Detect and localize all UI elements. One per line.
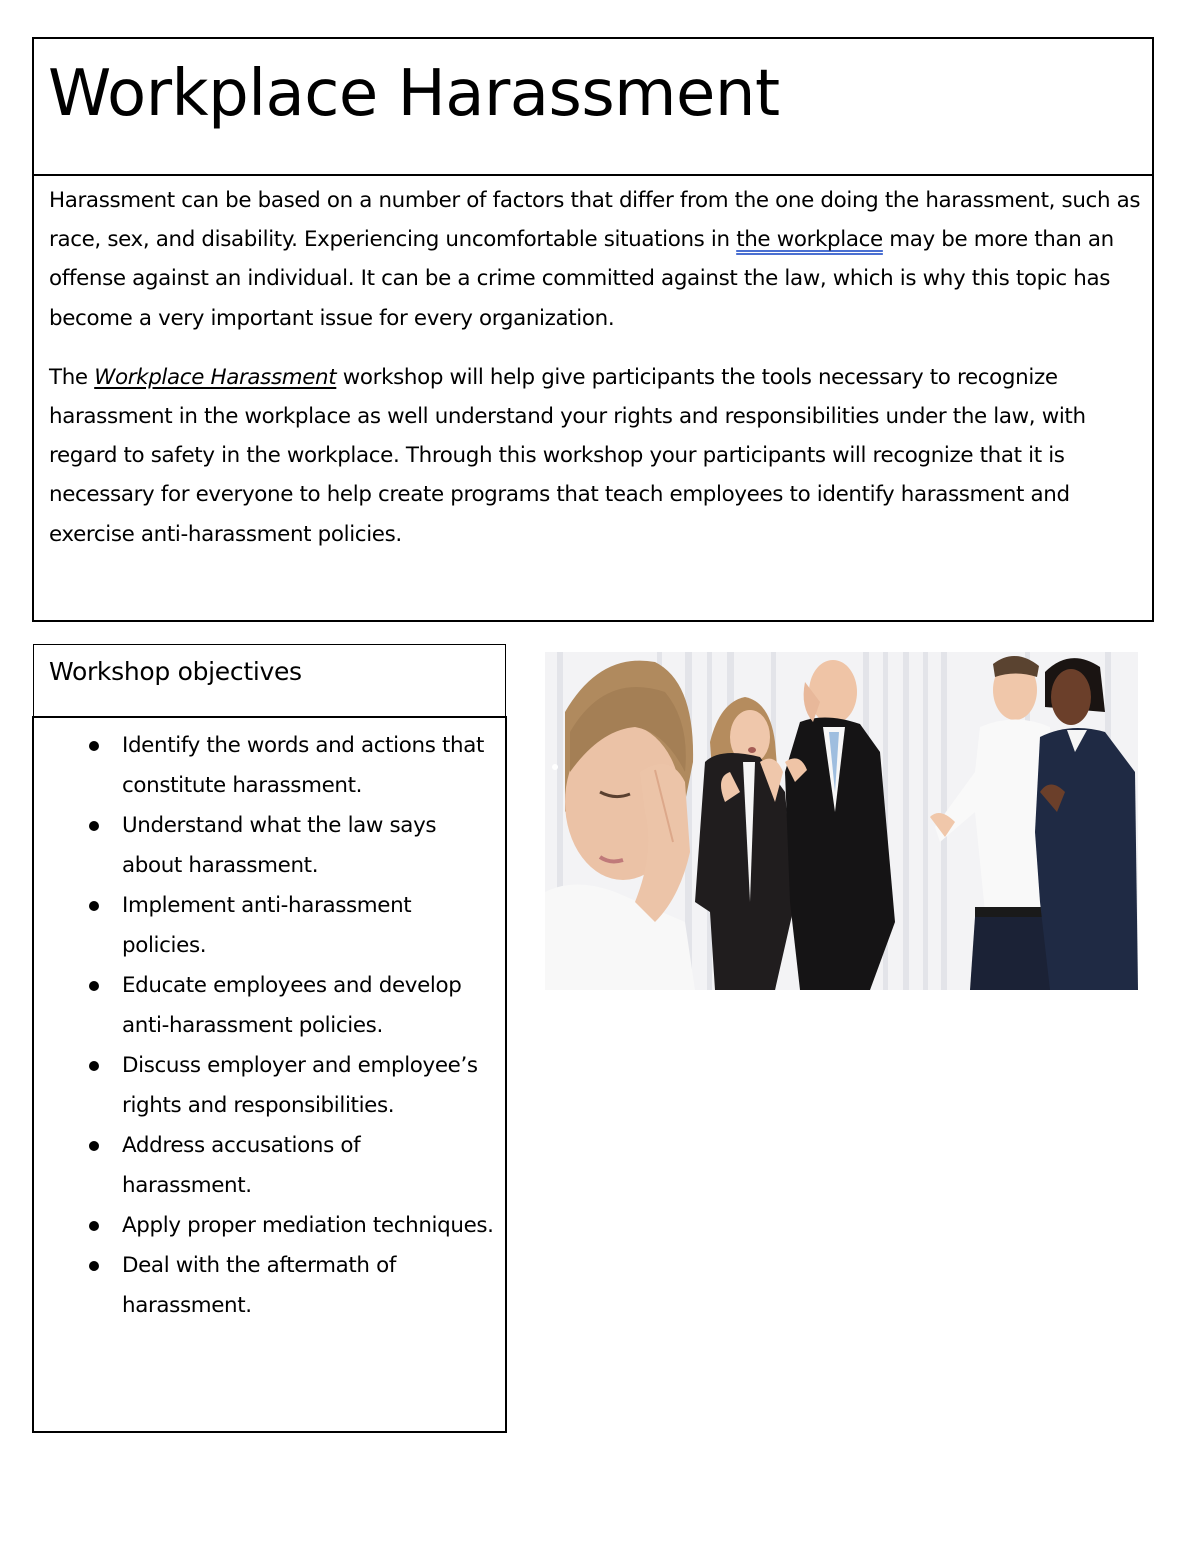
page-title: Workplace Harassment (48, 57, 780, 131)
photo-illustration (545, 652, 1138, 990)
objective-text: Apply proper mediation techniques. (122, 1213, 494, 1238)
objective-item (34, 886, 505, 966)
bullet-icon (89, 1261, 99, 1271)
objective-text: Address accusations of harassment. (122, 1133, 361, 1198)
objective-text: Implement anti-harassment policies. (122, 893, 412, 958)
objective-item (34, 1046, 505, 1126)
intro-text: may be more than an offense against an individual. It can be a crime committed against the law, which is why this topic has become a very important issue for every organization. (49, 227, 1114, 331)
intro-text: Harassment can be based on a number of factors that differ from the one doing the harassment, such as race, sex, and disability. Experiencing uncomfortable situations in (49, 188, 1141, 253)
intro-box (32, 174, 1154, 622)
bullet-icon (89, 741, 99, 751)
bullet-icon (89, 981, 99, 991)
intro-text: The (49, 364, 95, 390)
objectives-heading: Workshop objectives (49, 657, 302, 686)
workplace-link[interactable]: the workplace (736, 227, 883, 253)
bullet-icon (89, 1221, 99, 1231)
intro-paragraph-2 (49, 358, 1145, 554)
objectives-list (34, 726, 505, 1326)
objective-text: Educate employees and develop anti-harassment policies. (122, 973, 462, 1038)
objective-item (34, 1246, 505, 1326)
objective-item (34, 966, 505, 1046)
workshop-title-emphasis: Workplace Harassment (94, 364, 337, 390)
objectives-header-box (33, 644, 506, 718)
bullet-icon (89, 1141, 99, 1151)
bullet-icon (89, 821, 99, 831)
objective-item (34, 1126, 505, 1206)
objective-item (34, 1206, 505, 1246)
bullet-icon (89, 901, 99, 911)
bullet-icon (89, 1061, 99, 1071)
harassment-photo (545, 652, 1138, 990)
intro-paragraph-1 (49, 181, 1145, 338)
intro-text: workshop will help give participants the tools necessary to recognize harassment in the workplace as well understand your rights and responsibilities under the law, with regard to safety in the workplace. Through this workshop your participants will recognize that it is necessary for everyone to help create programs that teach employees to identify harassment and exercise anti-harassment policies. (49, 364, 1086, 547)
objective-text: Discuss employer and employee’s rights and responsibilities. (122, 1053, 478, 1118)
objective-text: Understand what the law says about harassment. (122, 813, 437, 878)
objective-item (34, 726, 505, 806)
objective-item (34, 806, 505, 886)
objective-text: Identify the words and actions that constitute harassment. (122, 733, 484, 798)
title-box (32, 37, 1154, 176)
objective-text: Deal with the aftermath of harassment. (122, 1253, 397, 1318)
objectives-box (32, 716, 507, 1433)
intro-content (49, 181, 1145, 574)
